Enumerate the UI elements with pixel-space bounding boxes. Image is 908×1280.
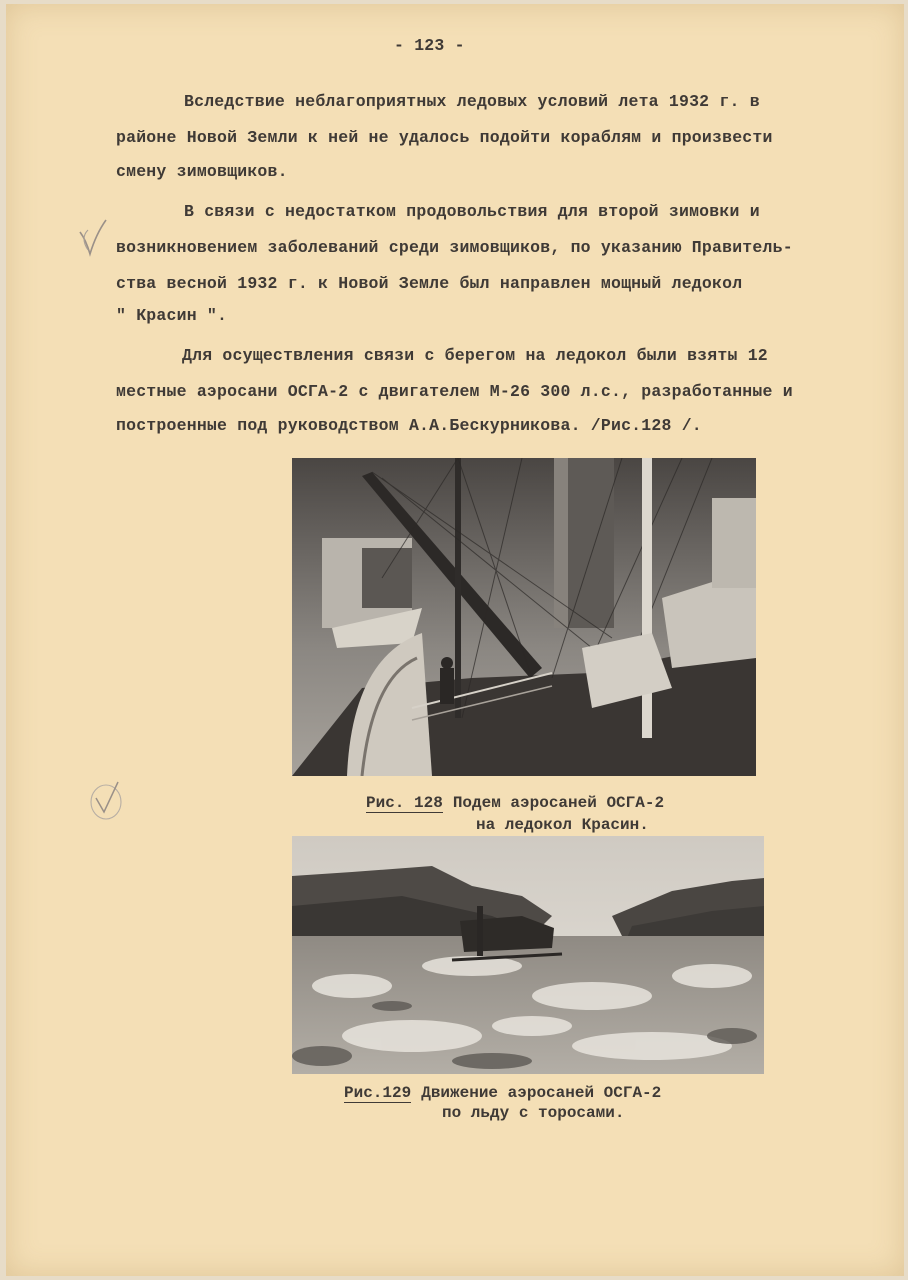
paragraph-1-line-3: смену зимовщиков.: [116, 162, 288, 181]
icebreaker-deck-image: [292, 458, 756, 776]
figure-128-caption-line-2: на ледокол Красин.: [476, 816, 649, 834]
figure-128-photo: [292, 458, 756, 776]
checkmark-icon: [76, 214, 112, 260]
paragraph-1-line-2: районе Новой Земли к ней не удалось подойти кораблям и произвести: [116, 128, 773, 147]
page-number: - 123 -: [394, 36, 465, 55]
paragraph-3-line-1: Для осуществления связи с берегом на ледокол были взяты 12: [182, 346, 768, 365]
paragraph-3-line-3: построенные под руководством А.А.Бескурникова. /Рис.128 /.: [116, 416, 702, 435]
figure-128-label: Рис. 128: [366, 794, 443, 812]
paragraph-3-line-2: местные аэросани ОСГА-2 с двигателем М-26 300 л.с., разработанные и: [116, 382, 793, 401]
paragraph-2-line-3: ства весной 1932 г. к Новой Земле был направлен мощный ледокол: [116, 274, 743, 293]
aerosled-on-ice-image: [292, 836, 764, 1074]
figure-129-caption: Движение аэросаней ОСГА-2: [421, 1084, 662, 1102]
paragraph-2-line-1: В связи с недостатком продовольствия для второй зимовки и: [184, 202, 760, 221]
figure-129-label: Рис.129: [344, 1084, 412, 1102]
paragraph-1-line-1: Вследствие неблагоприятных ледовых условий лета 1932 г. в: [184, 92, 760, 111]
figure-128-caption: Подем аэросаней ОСГА-2: [452, 794, 665, 812]
paragraph-2-line-4: " Красин ".: [116, 306, 228, 325]
figure-129-caption-line-1: [344, 1084, 661, 1102]
figure-129-caption-line-2: по льду с торосами.: [442, 1104, 625, 1122]
figure-128-caption-line-1: [366, 794, 664, 812]
paragraph-2-line-2: возникновением заболеваний среди зимовщиков, по указанию Правитель-: [116, 238, 793, 257]
checkmark-icon: [88, 776, 128, 824]
document-page: [6, 4, 904, 1276]
figure-129-photo: [292, 836, 764, 1074]
